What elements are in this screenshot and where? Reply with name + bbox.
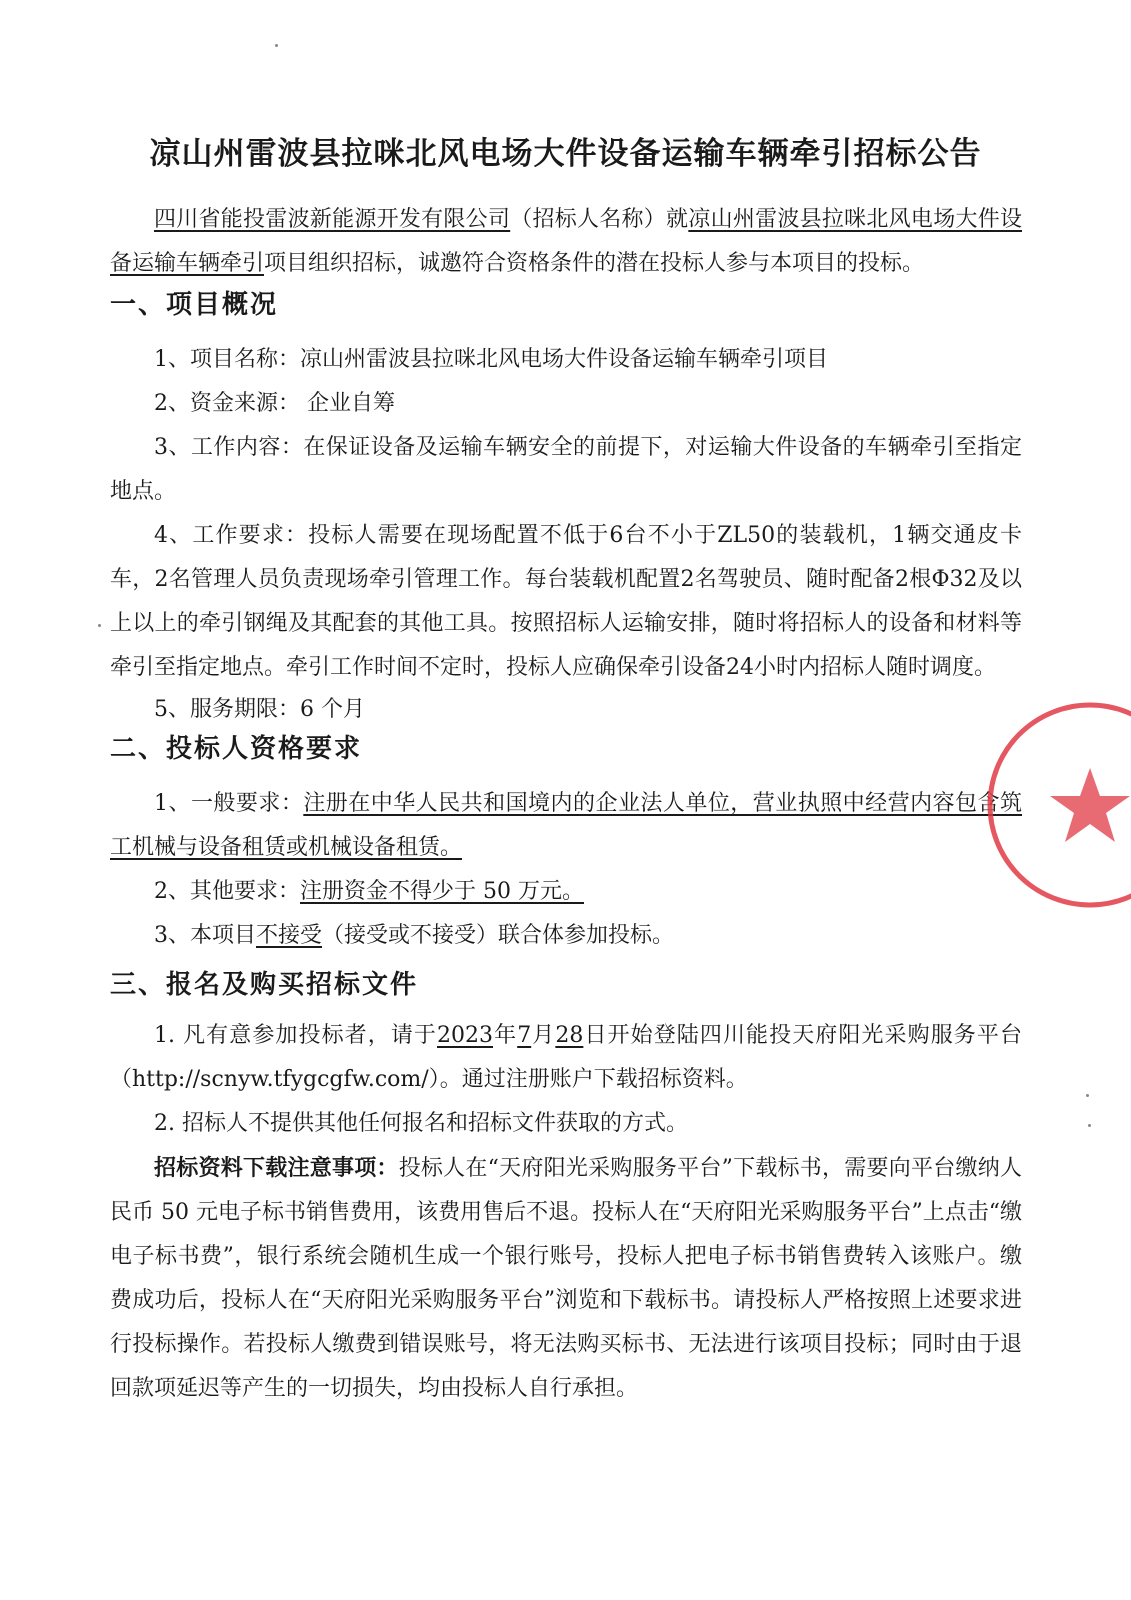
notice-label: 招标资料下载注意事项： — [154, 1155, 399, 1181]
project-item: 5、服务期限：6 个月 — [154, 697, 365, 722]
registration-text: 1. 凡有意参加投标者，请于 — [154, 1023, 438, 1048]
document-title: 凉山州雷波县拉咪北风电场大件设备运输车辆牵引招标公告 — [149, 136, 982, 172]
project-item: 3、工作内容：在保证设备及运输车辆安全的前提下，对运输大件设备的车辆牵引至指定地点。 — [110, 435, 1022, 504]
year-unit: 年 — [493, 1023, 518, 1048]
requirement-value: 注册在中华人民共和国境内的企业法人单位，营业执照中经营内容包含筑工机械与设备租赁或机械设备租赁。 — [110, 791, 1022, 860]
requirement-label: 3、本项目 — [154, 923, 256, 948]
start-day: 28 — [555, 1023, 584, 1048]
section-heading: 三、报名及购买招标文件 — [110, 970, 419, 1000]
seal-star-icon — [1050, 768, 1130, 842]
registration-item — [110, 1014, 1022, 1102]
download-notice — [110, 1146, 1022, 1411]
notice-body: 投标人在“天府阳光采购服务平台”下载标书，需要向平台缴纳人民币 50 元电子标书销售费用，该费用售后不退。投标人在“天府阳光采购服务平台”上点击“缴电子标书费”，银行系统会随机生成一个银行账号，投标人把电子标书销售费转入该账户。缴费成功后，投标人在“天府阳光采购服务平台”浏览和下载标书。请投标人严格按照上述要求进行投标操作。若投标人缴费到错误账号，将无法购买标书、无法进行该项目投标；同时由于退回款项延迟等产生的一切损失，均由投标人自行承担。 — [110, 1156, 1022, 1401]
tenderer-name: 四川省能投雷波新能源开发有限公司 — [154, 207, 511, 232]
requirement-value: 注册资金不得少于 50 万元。 — [300, 879, 584, 904]
section-heading: 一、项目概况 — [110, 290, 279, 320]
project-item: 4、工作要求：投标人需要在现场配置不低于6台不小于ZL50的装载机，1辆交通皮卡车，2名管理人员负责现场牵引管理工作。每台装载机配置2名驾驶员、随时配备2根Φ32及以上以上的牵引钢绳及其配套的其他工具。按照招标人运输安排，随时将招标人的设备和材料等牵引至指定地点。牵引工作时间不定时，投标人应确保牵引设备24小时内招标人随时调度。 — [110, 523, 1022, 680]
qualification-item — [110, 914, 1022, 958]
intro-paragraph — [110, 198, 1022, 286]
scan-speck — [98, 624, 101, 627]
start-month: 7 — [517, 1023, 532, 1048]
registration-text: 日开始登陆四川能投天府阳光采购服务平台（http://scnyw.tfygcgfw.com/）。通过注册账户下载招标资料。 — [110, 1023, 1022, 1092]
project-item: 2、资金来源： 企业自筹 — [154, 391, 395, 416]
intro-text: （招标人名称）就 — [510, 207, 689, 232]
project-name: 凉山州雷波县拉咪北风电场大件设备运输车辆牵引 — [110, 207, 1022, 276]
scan-speck — [1086, 1094, 1089, 1097]
qualification-item — [110, 782, 1022, 870]
scan-speck — [275, 44, 278, 47]
section-heading: 二、投标人资格要求 — [110, 734, 363, 764]
requirement-label: 1、一般要求： — [154, 791, 304, 816]
requirement-value: 不接受 — [256, 923, 323, 948]
company-seal-stamp — [980, 700, 1131, 920]
registration-item: 2. 招标人不提供其他任何报名和招标文件获取的方式。 — [154, 1111, 688, 1136]
requirement-label: 2、其他要求： — [154, 879, 300, 904]
start-year: 2023 — [437, 1023, 494, 1048]
intro-text: 项目组织招标，诚邀符合资格条件的潜在投标人参与本项目的投标。 — [264, 251, 925, 276]
requirement-text: （接受或不接受）联合体参加投标。 — [322, 923, 675, 948]
month-unit: 月 — [531, 1023, 556, 1048]
qualification-item — [110, 870, 1022, 914]
scan-speck — [1088, 1124, 1091, 1127]
project-item: 1、项目名称：凉山州雷波县拉咪北风电场大件设备运输车辆牵引项目 — [154, 347, 828, 372]
